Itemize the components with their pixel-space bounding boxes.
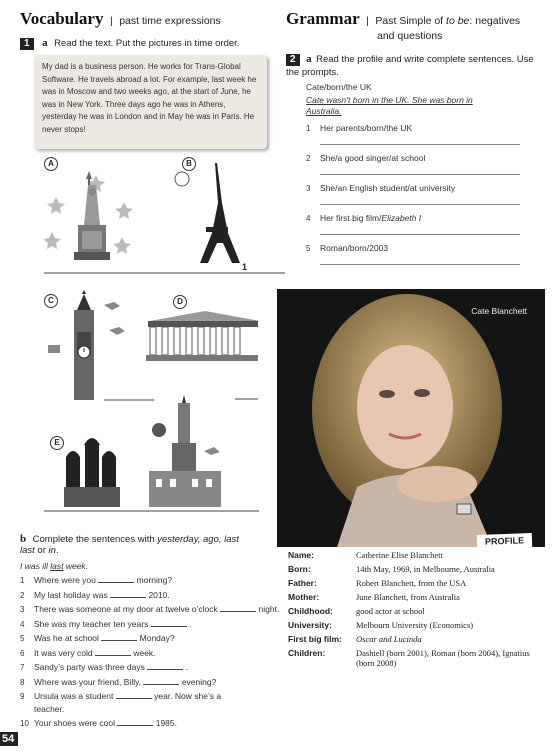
part-letter-b: b [20, 533, 27, 545]
answer-blank[interactable] [220, 611, 256, 612]
answer-blank[interactable] [98, 582, 134, 583]
answer-blank[interactable] [143, 684, 179, 685]
list-item: 9 Ursula was a student year. Now she’s a teacher. [20, 691, 222, 714]
vocab-example: I was ill last week. [20, 561, 89, 571]
profile-heading: PROFILE [477, 533, 532, 549]
answer-blank[interactable] [110, 597, 146, 598]
vocab-subtitle: past time expressions [119, 15, 221, 27]
profile-row: University: Melbourn University (Economics) [288, 620, 474, 630]
grammar-example-prompt: Cate/born/the UK [306, 82, 372, 92]
eiffel-tower-illustration [170, 157, 285, 275]
picture-b [170, 157, 285, 275]
reading-text-box [34, 55, 267, 149]
list-item: 7 Sandy’s party was three days . [20, 662, 188, 672]
answer-blank[interactable] [101, 640, 137, 641]
profile-row: Born: 14th May, 1969, in Melbourne, Australia [288, 564, 495, 574]
big-ben-illustration [44, 290, 154, 408]
photo-caption: Cate Blanchett [471, 306, 527, 316]
answer-blank[interactable] [117, 725, 153, 726]
list-item: 6 It was very cold week. [20, 647, 156, 658]
profile-box [282, 532, 544, 707]
exercise-number: 1 [20, 38, 34, 50]
picture-a-badge: A [44, 157, 58, 171]
vocab-ex1a [20, 37, 280, 50]
profile-row: Father: Robert Blanchett, from the USA [288, 578, 467, 588]
list-item: 1 Her parents/born/the UK [306, 122, 536, 152]
list-item: 2 She/a good singer/at school [306, 152, 536, 182]
list-item: 10 Your shoes were cool 1985. [20, 717, 177, 728]
vocab-title: Vocabulary [20, 9, 104, 28]
vocab-heading: Vocabulary | past time expressions [20, 9, 221, 28]
picture-e [44, 393, 259, 523]
picture-b-badge: B [182, 157, 196, 171]
part-letter: a [42, 37, 48, 49]
portrait-illustration [277, 289, 545, 547]
list-item: 2 My last holiday was 2010. [20, 589, 170, 600]
profile-row: Name: Catherine Elise Blanchett [288, 550, 443, 560]
moscow-illustration [44, 393, 259, 523]
exercise-number-2: 2 [286, 54, 300, 66]
picture-c-badge: C [44, 294, 58, 308]
grammar-prompt-list [306, 122, 536, 272]
answer-line[interactable] [320, 204, 520, 205]
picture-b-answer: 1 [242, 262, 248, 272]
picture-e-badge: E [50, 436, 64, 450]
list-item: 5 Roman/born/2003 [306, 242, 536, 272]
vocab-sentence-list [20, 574, 285, 731]
list-item: 3 There was someone at my door at twelve o’clock night. [20, 604, 280, 614]
profile-row: First big film: Oscar and Lucinda [288, 634, 422, 644]
profile-row: Mother: June Blanchett, from Australia [288, 592, 460, 602]
list-item: 5 Was he at school Monday? [20, 633, 175, 643]
profile-row: Childhood: good actor at school [288, 606, 425, 616]
list-item: 4 Her first big film/Elizabeth I [306, 212, 536, 242]
list-item: 4 She was my teacher ten years . [20, 618, 192, 629]
grammar-title: Grammar [286, 9, 360, 28]
cate-blanchett-photo [277, 289, 545, 547]
grammar-ex2a: 2 a Read the profile and write complete sentences. Use the prompts. [286, 53, 534, 78]
picture-d-badge: D [173, 295, 187, 309]
reading-text: My dad is a business person. He works for Trans-Global Software. He travels abroad a lot. For example, last week he was in Moscow and two weeks ago, at the start of June, he was in New York. Three days ago he was in Athens, yesterday he was in London and in May he was in Paris. He never stops! [42, 62, 257, 134]
picture-c [44, 290, 154, 408]
vocab-ex1b: b Complete the sentences with yesterday, ago, last [20, 533, 239, 545]
list-item: 3 She/an English student/at university [306, 182, 536, 212]
answer-line[interactable] [320, 264, 520, 265]
answer-blank[interactable] [147, 669, 183, 670]
answer-blank[interactable] [116, 698, 152, 699]
page-number: 54 [0, 732, 18, 746]
list-item: 8 Where was your friend, Billy, evening? [20, 676, 217, 687]
grammar-heading: Grammar | Past Simple of to be: negatives and questions [286, 9, 521, 42]
answer-line[interactable] [320, 174, 520, 175]
profile-row: Children: Dashiell (born 2001), Roman (born 2004), Ignatius (born 2008) [288, 648, 530, 668]
instruction: Read the text. Put the pictures in time order. [54, 38, 240, 49]
profile-table [288, 550, 544, 672]
vocab-ex1b-line2: last or in. [20, 545, 59, 556]
answer-blank[interactable] [151, 626, 187, 627]
parthenon-illustration [140, 295, 258, 405]
answer-blank[interactable] [95, 655, 131, 656]
answer-line[interactable] [320, 234, 520, 235]
grammar-example-answer: Cate wasn’t born in the UK. She was born in Australia. [306, 95, 473, 116]
answer-line[interactable] [320, 144, 520, 145]
list-item: 1 Where were you morning? [20, 575, 173, 585]
